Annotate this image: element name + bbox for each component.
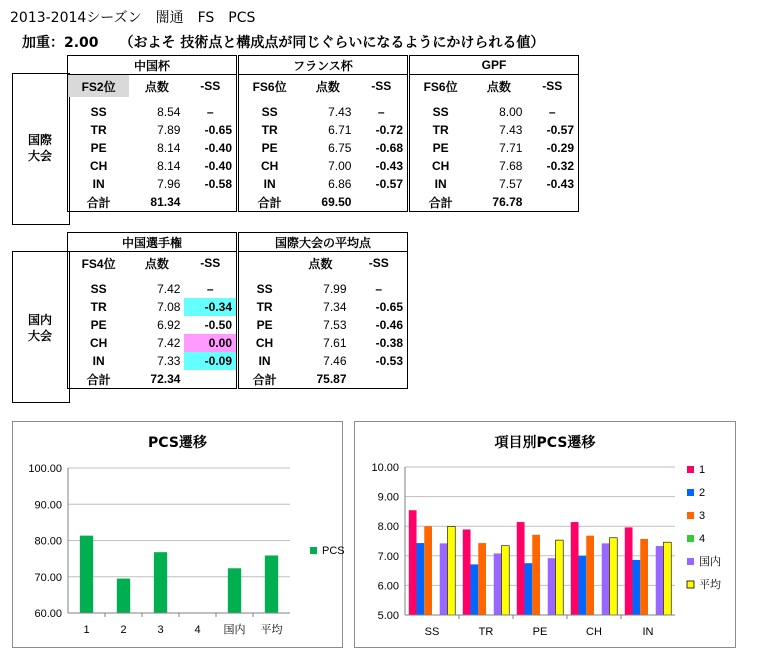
component-score: 7.61	[323, 336, 347, 350]
score-row	[239, 103, 408, 121]
component-label: SS	[256, 282, 273, 296]
bar	[532, 535, 540, 615]
legend-swatch	[687, 535, 694, 542]
score-row	[239, 121, 408, 139]
component-diff: -0.57	[375, 177, 403, 191]
score-row	[239, 352, 408, 370]
bar	[663, 542, 671, 615]
y-tick-label: 80.00	[34, 535, 62, 548]
bar	[571, 522, 579, 615]
y-tick-label: 5.00	[377, 610, 399, 622]
y-tick-label: 7.00	[377, 550, 399, 563]
x-tick-label: SS	[424, 626, 440, 638]
component-score: 7.53	[323, 318, 347, 332]
legend-swatch	[310, 547, 317, 554]
x-tick-label: PE	[532, 626, 548, 638]
component-label: SS	[90, 282, 107, 296]
component-label: TR	[256, 300, 273, 314]
component-label: PE	[90, 318, 107, 332]
component-label: IN	[258, 354, 271, 368]
bar	[228, 568, 241, 613]
legend-label: 2	[699, 487, 706, 499]
component-label: SS	[90, 105, 107, 119]
y-tick-label: 90.00	[34, 499, 62, 512]
component-score: 7.71	[499, 141, 523, 155]
x-tick-label: 平均	[260, 624, 283, 636]
bar	[463, 529, 471, 615]
score-row	[410, 157, 579, 175]
bar	[447, 526, 455, 615]
component-diff: –	[375, 282, 383, 296]
component-diff: -0.32	[546, 159, 574, 173]
component-score: 8.00	[499, 105, 523, 119]
legend-label: PCS	[322, 545, 345, 557]
score-row	[68, 121, 237, 139]
score-header: 点数	[486, 79, 511, 94]
bar	[586, 536, 594, 615]
legend-label: 3	[699, 510, 706, 522]
score-row	[410, 139, 579, 157]
component-score: 7.43	[499, 123, 523, 137]
component-score: 7.42	[157, 282, 181, 296]
component-score: 7.42	[157, 336, 181, 350]
bar	[154, 552, 167, 613]
event-rank: FS6位	[252, 79, 287, 94]
bar	[409, 510, 417, 615]
total-label: 合計	[252, 372, 277, 387]
component-diff: –	[377, 105, 385, 119]
y-tick-label: 9.00	[377, 491, 399, 504]
pcs-chart-panel	[12, 421, 343, 648]
component-diff: -0.72	[375, 123, 403, 137]
component-score: 8.54	[157, 105, 181, 119]
component-diff: -0.40	[204, 141, 232, 155]
total-label: 合計	[428, 195, 453, 210]
component-score: 7.99	[323, 282, 347, 296]
component-label: PE	[261, 141, 278, 155]
score-row	[68, 175, 237, 193]
event-name: フランス杯	[239, 56, 408, 75]
total-value: 81.34	[150, 195, 181, 209]
bar	[602, 543, 610, 615]
event-name: 国際大会の平均点	[239, 233, 408, 252]
total-label: 合計	[86, 372, 111, 387]
score-row	[68, 139, 237, 157]
score-row	[410, 103, 579, 121]
component-label: IN	[92, 354, 105, 368]
score-row	[68, 334, 237, 352]
component-diff: 0.00	[184, 334, 236, 352]
total-value: 72.34	[150, 372, 181, 386]
legend-label: 平均	[699, 579, 721, 591]
bar	[440, 543, 448, 615]
component-label: SS	[261, 105, 278, 119]
ss-header: -SS	[368, 256, 389, 270]
ss-header: -SS	[200, 79, 221, 93]
score-header: 点数	[315, 79, 340, 94]
bar	[579, 556, 587, 615]
component-score: 7.43	[328, 105, 352, 119]
component-label: TR	[90, 300, 107, 314]
component-score: 6.92	[157, 318, 181, 332]
component-score: 7.96	[157, 177, 181, 191]
score-table	[67, 55, 237, 212]
component-diff: -0.38	[375, 336, 403, 350]
score-table	[67, 232, 237, 389]
ss-header: -SS	[542, 79, 563, 93]
component-diff: –	[206, 105, 214, 119]
event-rank: FS2位	[68, 75, 130, 98]
score-row	[239, 316, 408, 334]
event-name: 中国選手権	[68, 233, 237, 252]
bar	[494, 553, 502, 615]
component-score: 8.14	[157, 141, 181, 155]
pcs-chart-title: PCS遷移	[148, 435, 207, 451]
score-row	[68, 103, 237, 121]
component-score: 7.34	[323, 300, 347, 314]
component-label: CH	[89, 336, 108, 350]
component-diff: -0.29	[546, 141, 574, 155]
event-rank: FS6位	[423, 79, 458, 94]
component-label: CH	[431, 159, 450, 173]
component-label: IN	[263, 177, 276, 191]
score-row	[68, 316, 237, 334]
bar	[548, 558, 556, 615]
component-score: 7.33	[157, 354, 181, 368]
y-tick-label: 8.00	[377, 521, 399, 534]
pcs-chart	[13, 422, 345, 647]
bar	[117, 579, 130, 613]
legend-swatch	[687, 466, 694, 473]
score-row	[239, 139, 408, 157]
bar	[640, 539, 648, 615]
component-label: SS	[432, 105, 449, 119]
page-subtitle: 加重：2.00 （およそ 技術点と構成点が同じぐらいになるようにかけられる値）	[22, 35, 545, 51]
bar	[417, 543, 425, 615]
event-rank	[239, 252, 291, 275]
component-score: 7.46	[323, 354, 347, 368]
legend-label: 国内	[699, 556, 721, 568]
bar	[80, 536, 93, 613]
score-row	[68, 280, 237, 298]
component-label: CH	[260, 159, 279, 173]
bar	[633, 560, 641, 615]
score-table	[238, 55, 408, 212]
ss-header: -SS	[200, 256, 221, 270]
bar	[555, 540, 563, 615]
component-diff: -0.50	[204, 318, 232, 332]
y-tick-label: 60.00	[34, 608, 62, 620]
legend-swatch	[687, 512, 694, 519]
x-tick-label: IN	[642, 626, 654, 638]
item-chart	[355, 422, 735, 647]
component-label: TR	[261, 123, 278, 137]
component-score: 7.00	[328, 159, 352, 173]
legend-swatch	[687, 558, 694, 565]
bar	[471, 564, 479, 615]
component-score: 6.75	[328, 141, 352, 155]
score-row	[410, 175, 579, 193]
component-score: 6.86	[328, 177, 352, 191]
score-header: 点数	[308, 256, 333, 271]
bar	[625, 527, 633, 615]
component-label: PE	[256, 318, 273, 332]
component-label: TR	[90, 123, 107, 137]
bar	[609, 538, 617, 615]
score-row	[68, 352, 237, 370]
component-diff: -0.46	[375, 318, 403, 332]
total-value: 75.87	[316, 372, 347, 386]
x-tick-label: 1	[83, 624, 90, 636]
bar	[265, 555, 278, 613]
x-tick-label: TR	[478, 626, 494, 638]
component-score: 7.68	[499, 159, 523, 173]
score-row	[68, 298, 237, 316]
bar	[525, 563, 533, 615]
x-tick-label: 3	[157, 624, 164, 636]
score-header: 点数	[144, 256, 169, 271]
score-table	[238, 232, 408, 389]
y-tick-label: 100.00	[28, 463, 62, 475]
component-label: IN	[434, 177, 447, 191]
component-diff: -0.40	[204, 159, 232, 173]
total-value: 76.78	[492, 195, 523, 209]
domestic-group-label: 国内 大会	[27, 313, 52, 343]
component-diff: -0.34	[184, 298, 236, 316]
y-tick-label: 70.00	[34, 571, 62, 584]
x-tick-label: 国内	[223, 624, 246, 636]
component-diff: -0.43	[546, 177, 574, 191]
legend-swatch	[687, 581, 694, 588]
component-score: 8.14	[157, 159, 181, 173]
bar	[424, 526, 432, 615]
component-diff: -0.65	[204, 123, 232, 137]
component-diff: –	[548, 105, 556, 119]
component-label: TR	[432, 123, 449, 137]
component-diff: -0.43	[375, 159, 403, 173]
component-diff: –	[206, 282, 214, 296]
total-label: 合計	[257, 195, 282, 210]
legend-label: 1	[699, 464, 706, 476]
component-diff: -0.68	[375, 141, 403, 155]
x-tick-label: CH	[586, 626, 602, 638]
y-tick-label: 10.00	[371, 462, 399, 474]
component-diff: -0.65	[375, 300, 403, 314]
component-label: CH	[89, 159, 108, 173]
component-score: 7.57	[499, 177, 523, 191]
total-label: 合計	[86, 195, 111, 210]
legend-swatch	[687, 489, 694, 496]
component-label: PE	[432, 141, 449, 155]
bar	[478, 543, 486, 615]
component-diff: -0.09	[184, 352, 236, 370]
bar	[656, 546, 664, 615]
score-header: 点数	[144, 79, 169, 94]
x-tick-label: 2	[120, 624, 127, 636]
event-name: 中国杯	[68, 56, 237, 75]
score-row	[239, 334, 408, 352]
component-label: PE	[90, 141, 107, 155]
page-title: 2013-2014シーズン 闇通 FS PCS	[10, 10, 256, 26]
item-chart-title: 項目別PCS遷移	[494, 435, 596, 451]
event-rank: FS4位	[81, 256, 116, 271]
x-tick-label: 4	[194, 624, 201, 636]
component-label: IN	[92, 177, 105, 191]
item-chart-panel	[354, 421, 736, 648]
score-table	[409, 55, 579, 212]
component-score: 7.08	[157, 300, 181, 314]
bar	[501, 546, 509, 615]
component-diff: -0.57	[546, 123, 574, 137]
intl-group-label: 国際 大会	[27, 133, 52, 163]
component-score: 7.89	[157, 123, 181, 137]
ss-header: -SS	[371, 79, 392, 93]
component-score: 6.71	[328, 123, 352, 137]
component-diff: -0.53	[375, 354, 403, 368]
bar	[517, 522, 525, 615]
component-diff: -0.58	[204, 177, 232, 191]
score-row	[410, 121, 579, 139]
legend-label: 4	[699, 533, 706, 545]
total-value: 69.50	[321, 195, 352, 209]
event-name: GPF	[410, 56, 579, 75]
score-row	[239, 298, 408, 316]
score-row	[68, 157, 237, 175]
score-row	[239, 157, 408, 175]
y-tick-label: 6.00	[377, 580, 399, 593]
score-row	[239, 280, 408, 298]
component-label: CH	[255, 336, 274, 350]
score-row	[239, 175, 408, 193]
